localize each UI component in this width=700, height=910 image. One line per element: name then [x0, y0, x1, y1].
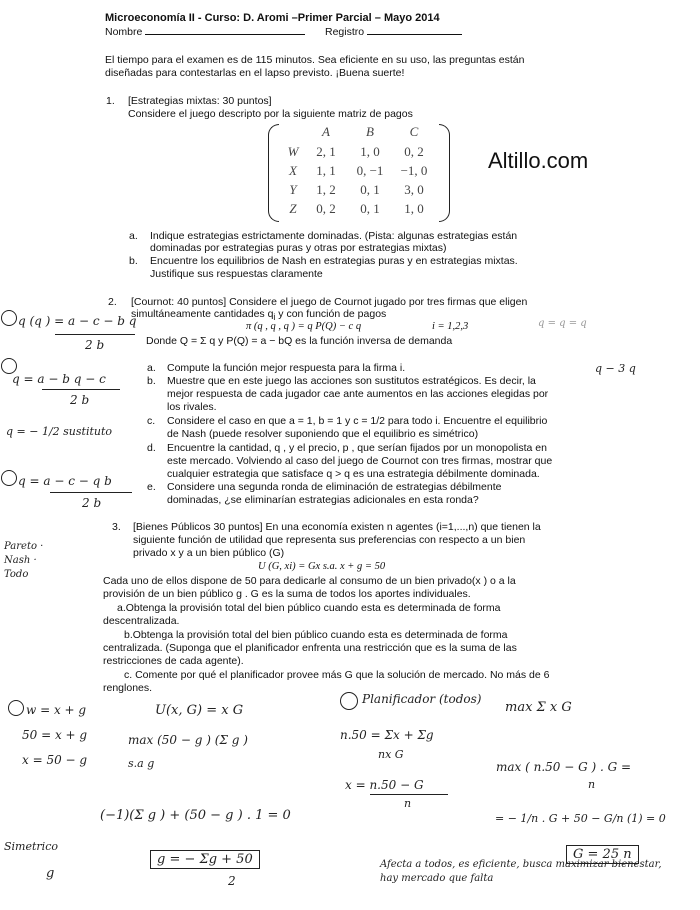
q3-body: renglones. [103, 682, 153, 694]
q3-body: centralizada. (Suponga que el planificador enfrenta una restricción que es la suma de las [103, 642, 517, 654]
hand-q2a: q (q ) = a − c − b q [18, 314, 137, 328]
matrix-cell: 0, 2 [316, 201, 336, 216]
matrix-cell: −1, 0 [400, 163, 428, 178]
hand-ge: g [46, 866, 55, 881]
q3-line: privado x y a un bien público (G) [133, 547, 285, 559]
hand-fraction-bar [370, 794, 448, 795]
matrix-cell: 0, 1 [360, 182, 380, 197]
hand-a-50: 50 = x + g [22, 728, 88, 742]
q1-number: 1. [106, 95, 115, 107]
hand-a-max2: max (50 − g ) (Σ g ) [128, 733, 248, 747]
matrix-row [282, 182, 436, 200]
q2-item-letter: e. [147, 481, 156, 493]
matrix-header-row [282, 124, 436, 142]
q1-item-a-line: Indique estrategias estrictamente dominadas. (Pista: algunas estrategias están [150, 230, 518, 242]
hand-a-x: x = 50 − g [22, 753, 88, 767]
q2-number: 2. [108, 296, 117, 308]
hand-b-xden: n [404, 797, 412, 810]
q3-body: Cada uno de ellos dispone de 50 para dedicarle al consumo de un bien privado(x ) o a la [103, 575, 516, 587]
q3-body: a.Obtenga la provisión total del bien público cuando esta es determinada de forma [117, 602, 501, 614]
hand-a-w: w = x + g [26, 703, 87, 717]
hand-side-right: q = q = q [538, 318, 587, 329]
exam-title: Microeconomía II - Curso: D. Aromi –Primer Parcial – Mayo 2014 [105, 12, 440, 24]
watermark-logo: Altillo.com [488, 148, 589, 173]
q3-body: descentralizada. [103, 615, 180, 627]
q3-line: [Bienes Públicos 30 puntos] En una economía existen n agentes (i=1,...,n) que tienen la [133, 521, 541, 533]
q2-item-d-line: este mercado. Volviendo al caso del juego de Cournot con tres firmas, mostrar que [167, 455, 553, 467]
hand-circle-b3 [340, 692, 358, 710]
q2-item-letter: b. [147, 375, 156, 387]
hand-a-max: U(x, G) = x G [155, 703, 244, 718]
q3-body: b.Obtenga la provisión total del bien público cuando esta es determinada de forma [124, 629, 508, 641]
q2-line-2b-text: y con función de pagos [278, 308, 387, 320]
matrix-cell: 1, 0 [360, 144, 380, 159]
matrix-row [282, 163, 436, 181]
registro-blank[interactable] [367, 34, 462, 35]
hand-b-max2-den: n [588, 778, 596, 791]
payoff-matrix [268, 122, 450, 222]
hand-a-sa: s.a g [128, 757, 155, 770]
hand-gi-den: 2 [228, 874, 236, 888]
q2-item-e-line: dominadas, ¿se eliminarían estrategias adicionales en esta ronda? [167, 494, 479, 506]
q2-item-a-line: Compute la función mejor respuesta para la firma i. [167, 362, 406, 374]
matrix-col: C [409, 124, 419, 139]
hand-b-nx: nx G [378, 748, 404, 761]
q2-donde: Donde Q = Σ q y P(Q) = a − bQ es la función inversa de demanda [146, 335, 453, 347]
matrix-cell: 2, 1 [316, 144, 336, 159]
hand-gi: g = − Σg + 50 [150, 850, 260, 869]
q1-item-letter: b. [129, 255, 138, 267]
q3-body: provisión de un bien público g . G es la suma de todos los aportes individuales. [103, 588, 471, 600]
q2-payoff-index: i = 1,2,3 [432, 321, 469, 332]
hand-deriv-b: = − 1/n . G + 50 − G/n (1) = 0 [495, 812, 666, 825]
q1-item-b-line: Justifique sus respuestas claramente [150, 268, 323, 280]
q2-payoff-formula: π (q , q , q ) = q P(Q) − c q [246, 321, 362, 332]
registro-label-text: Registro [325, 26, 365, 38]
name-blank[interactable] [145, 34, 305, 35]
hand-margin-note: Pareto · Nash · Todo [4, 541, 44, 580]
matrix-row-label: W [287, 144, 299, 159]
matrix-row [282, 201, 436, 219]
intro-line-2: diseñadas para contestarlas en el lapso previsto. ¡Buena suerte! [105, 67, 405, 79]
q3-body: c. Comente por qué el planificador provee más G que la solución de mercado. No más de 6 [124, 669, 550, 681]
hand-q2c-den: 2 b [82, 496, 102, 510]
q2-line-2-text: simultáneamente cantidades q [131, 308, 274, 320]
hand-circle-c [1, 470, 17, 486]
hand-q2b-den: 2 b [70, 393, 90, 407]
hand-comment: Afecta a todos, es eficiente, busca maximizar bienestar, hay mercado que falta [380, 859, 662, 884]
name-label [105, 26, 305, 38]
hand-b-x: x = n.50 − G [345, 778, 424, 792]
hand-deriv: (−1)(Σ g ) + (50 − g ) . 1 = 0 [100, 808, 291, 823]
q1-item-letter: a. [129, 230, 138, 242]
q2-line-1: [Cournot: 40 puntos] Considere el juego de Cournot jugado por tres firmas que eligen [131, 296, 528, 308]
matrix-bracket-right [439, 124, 450, 222]
hand-b-title: Planificador (todos) [362, 692, 482, 706]
hand-simetrico: Simetrico [4, 840, 58, 853]
matrix-cell: 0, −1 [356, 163, 384, 178]
matrix-row [282, 144, 436, 162]
matrix-cell: 1, 1 [316, 163, 336, 178]
matrix-row-label: Y [289, 182, 297, 197]
q1-title: [Estrategias mixtas: 30 puntos] [128, 95, 272, 107]
hand-b-max: max Σ x G [505, 700, 572, 715]
q2-item-b-line: los rivales. [167, 401, 217, 413]
hand-side-right-2: q − 3 q [595, 362, 636, 375]
q2-item-letter: c. [147, 415, 156, 427]
q3-number: 3. [112, 521, 121, 533]
q1-item-b-line: Encuentre los equilibrios de Nash en estrategias puras y en estrategias mixtas. [150, 255, 518, 267]
q3-utility: U (G, xi) = Gx s.a. x + g = 50 [258, 561, 386, 572]
q2-item-e-line: Considere una segunda ronda de eliminación de estrategias débilmente [167, 481, 502, 493]
hand-q2a-den: 2 b [85, 338, 105, 352]
hand-q2b: q = a − b q − c [12, 372, 106, 386]
hand-fraction-bar [55, 334, 135, 335]
name-label-text: Nombre [105, 26, 143, 38]
q1-intro: Considere el juego descripto por la siguiente matriz de pagos [128, 108, 413, 120]
matrix-row-label: X [289, 163, 297, 178]
hand-circle-a3 [8, 700, 24, 716]
matrix-cell: 1, 0 [404, 201, 424, 216]
hand-b-max2: max ( n.50 − G ) . G = [496, 760, 632, 774]
q3-line: siguiente función de utilidad que representa sus preferencias con respecto a un bien [133, 534, 526, 546]
matrix-cell: 0, 2 [404, 144, 424, 159]
q2-item-c-line: Considere el caso en que a = 1, b = 1 y c = 1/2 para todo i. Encuentre el equilibrio [167, 415, 548, 427]
hand-fraction-bar [50, 492, 132, 493]
matrix-cell: 0, 1 [360, 201, 380, 216]
hand-q2b2: q = − 1/2 sustituto [6, 425, 113, 438]
q2-item-c-line: de Nash (puede resolver suponiendo que el equilibrio es simétrico) [167, 428, 479, 440]
hand-q2c: q = a − c − q b [18, 474, 112, 488]
hand-b-n50: n.50 = Σx + Σg [340, 728, 434, 742]
registro-label [325, 26, 462, 38]
q2-item-b-line: Muestre que en este juego las acciones son sustitutos estratégicos. Es decir, la [167, 375, 536, 387]
intro-line-1: El tiempo para el examen es de 115 minutos. Sea eficiente en su uso, las preguntas están [105, 54, 525, 66]
q2-item-b-line: mejor respuesta de cada jugador cae ante aumentos en las acciones elegidas por [167, 388, 549, 400]
q1-item-a-line: dominadas por estrategias puras y otras por estrategias mixtas) [150, 242, 447, 254]
q2-item-d-line: cualquier estrategia que satisface q > q es una estrategia débilmente dominada. [167, 468, 540, 480]
hand-circle-a [1, 310, 17, 326]
q2-item-letter: d. [147, 442, 156, 454]
hand-g-result: G = 25 n [566, 845, 639, 864]
matrix-row-label: Z [289, 201, 297, 216]
matrix-col: A [322, 124, 330, 139]
hand-fraction-bar [42, 389, 120, 390]
matrix-cell: 1, 2 [316, 182, 336, 197]
q2-item-letter: a. [147, 362, 156, 374]
q2-item-d-line: Encuentre la cantidad, q , y el precio, p , que serían fijados por un monopolista en [167, 442, 547, 454]
matrix-cell: 3, 0 [404, 182, 424, 197]
matrix-col: B [366, 124, 374, 139]
q3-body: restricciones de cada agente). [103, 655, 244, 667]
matrix-bracket-left [268, 124, 279, 222]
q2-line-2: simultáneamente cantidades $q_i$ y con función de pagos [131, 308, 387, 323]
